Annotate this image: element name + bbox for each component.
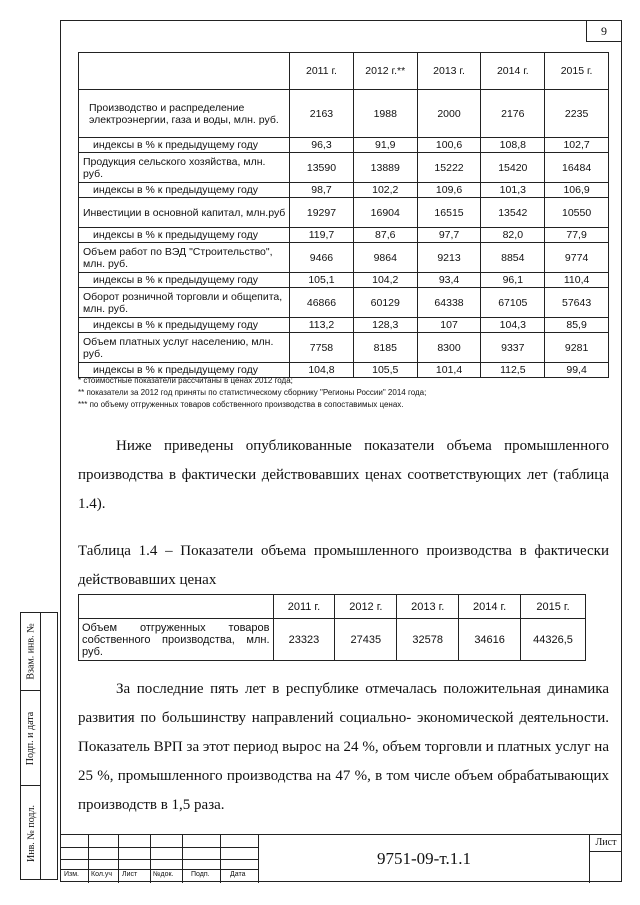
table-row: [79, 183, 609, 198]
table-cell: 91,9: [353, 138, 417, 153]
revision-column-label: №док.: [153, 871, 174, 878]
table-cell: 82,0: [481, 228, 545, 243]
row-label: индексы в % к предыдущему году: [79, 228, 290, 243]
stamp-cell: [21, 613, 41, 691]
table-row: [79, 243, 609, 273]
table-cell: 2163: [290, 90, 354, 138]
body-paragraph: Ниже приведены опубликованные показатели объема промышленного производства в фактически действовавших ценах соответствующих лет (таблица 1.4).: [78, 438, 609, 512]
table-cell: 34616: [459, 619, 521, 661]
table-cell: 23323: [273, 619, 335, 661]
table-cell: 15420: [481, 153, 545, 183]
table-row: [79, 153, 609, 183]
table-cell: 13590: [290, 153, 354, 183]
table-caption: Таблица 1.4 – Показатели объема промышленного производства в фактически действовавших ценах: [78, 543, 609, 588]
header-cell: 2013 г.: [417, 53, 481, 90]
table-cell: 104,2: [353, 273, 417, 288]
table-cell: 9213: [417, 243, 481, 273]
table-cell: 46866: [290, 288, 354, 318]
table-row: [79, 90, 609, 138]
table-header-row: [79, 595, 586, 619]
header-cell: 2015 г.: [521, 595, 586, 619]
table-cell: 112,5: [481, 363, 545, 378]
row-label: Продукция сельского хозяйства, млн. руб.: [79, 153, 290, 183]
table-cell: 106,9: [545, 183, 609, 198]
table-cell: 93,4: [417, 273, 481, 288]
stamp-label: Инв. № подл.: [25, 805, 37, 862]
revision-grid: [60, 835, 258, 883]
row-label: индексы в % к предыдущему году: [79, 138, 290, 153]
header-cell: 2011 г.: [273, 595, 335, 619]
header-cell: 2013 г.: [397, 595, 459, 619]
table-row: [79, 333, 609, 363]
document-code: 9751-09-т.1.1: [258, 835, 590, 883]
table-cell: 109,6: [417, 183, 481, 198]
table-cell: 27435: [335, 619, 397, 661]
footnote: ** показатели за 2012 год приняты по статистическому сборнику "Регионы России" 2014 года;: [78, 388, 427, 397]
table-cell: 105,1: [290, 273, 354, 288]
table-cell: 16515: [417, 198, 481, 228]
economic-indicators-table: [78, 52, 609, 378]
row-label: индексы в % к предыдущему году: [79, 363, 290, 378]
table-cell: 1988: [353, 90, 417, 138]
table-cell: 102,7: [545, 138, 609, 153]
table-cell: 16904: [353, 198, 417, 228]
table-cell: 8300: [417, 333, 481, 363]
stamp-label: Подп. и дата: [25, 711, 37, 765]
table-cell: 96,3: [290, 138, 354, 153]
header-cell: [79, 595, 274, 619]
row-label: Производство и распределение электроэнергии, газа и воды, млн. руб.: [79, 90, 290, 138]
table-row: [79, 273, 609, 288]
table-cell: 8185: [353, 333, 417, 363]
table-cell: 119,7: [290, 228, 354, 243]
table-cell: 7758: [290, 333, 354, 363]
table-header-row: [79, 53, 609, 90]
table-row: [79, 288, 609, 318]
table-row: [79, 138, 609, 153]
table-cell: 15222: [417, 153, 481, 183]
table-cell: 85,9: [545, 318, 609, 333]
table-cell: 113,2: [290, 318, 354, 333]
stamp-cell: [21, 691, 41, 786]
row-label: индексы в % к предыдущему году: [79, 273, 290, 288]
table-cell: 2235: [545, 90, 609, 138]
table-cell: 67105: [481, 288, 545, 318]
table-row: [79, 198, 609, 228]
table-cell: 104,3: [481, 318, 545, 333]
table-cell: 104,8: [290, 363, 354, 378]
header-cell: [79, 53, 290, 90]
table-cell: 97,7: [417, 228, 481, 243]
title-block: [60, 834, 622, 882]
header-cell: 2015 г.: [545, 53, 609, 90]
revision-column-label: Изм.: [64, 871, 79, 878]
table-row: [79, 619, 586, 661]
table-row: [79, 228, 609, 243]
table-cell: 107: [417, 318, 481, 333]
table-cell: 9466: [290, 243, 354, 273]
table-cell: 87,6: [353, 228, 417, 243]
table-cell: 57643: [545, 288, 609, 318]
table-cell: 32578: [397, 619, 459, 661]
margin-stamp: [20, 612, 58, 880]
table-cell: 9281: [545, 333, 609, 363]
row-label: Объем платных услуг населению, млн. руб.: [79, 333, 290, 363]
header-cell: 2014 г.: [459, 595, 521, 619]
row-label: Объем работ по ВЭД "Строительство", млн. руб.: [79, 243, 290, 273]
table-cell: 16484: [545, 153, 609, 183]
table-cell: 8854: [481, 243, 545, 273]
revision-column-label: Лист: [122, 871, 138, 878]
sheet-box: [590, 835, 622, 883]
header-cell: 2011 г.: [290, 53, 354, 90]
table-cell: 13542: [481, 198, 545, 228]
table-cell: 108,8: [481, 138, 545, 153]
row-label: Объем отгруженных товаров собственного производства, млн. руб.: [79, 619, 274, 661]
table-cell: 110,4: [545, 273, 609, 288]
table-cell: 13889: [353, 153, 417, 183]
table-cell: 9774: [545, 243, 609, 273]
stamp-cell: [21, 786, 41, 881]
table-footnotes: [78, 375, 618, 411]
table-cell: 19297: [290, 198, 354, 228]
table-cell: 2000: [417, 90, 481, 138]
table-cell: 101,3: [481, 183, 545, 198]
page-number: 9: [586, 21, 621, 42]
header-cell: 2012 г.: [335, 595, 397, 619]
table-row: [79, 318, 609, 333]
table-cell: 105,5: [353, 363, 417, 378]
revision-column-label: Кол.уч: [91, 871, 112, 878]
revision-column-label: Дата: [230, 871, 246, 878]
table-cell: 99,4: [545, 363, 609, 378]
table-cell: 77,9: [545, 228, 609, 243]
footnote: *** по объему отгруженных товаров собственного производства в сопоставимых ценах.: [78, 400, 404, 409]
table-cell: 9337: [481, 333, 545, 363]
body-paragraph: За последние пять лет в республике отмечалась положительная динамика развития по большинству направлений социально- экономической деятельности. Показатель ВРП за этот период вырос на 24 %, объем торговли и платных услуг на 25 %, промышленного производства на 47 %, в том числе объем обрабатывающих производств в 1,5 раза.: [78, 681, 609, 813]
table-cell: 2176: [481, 90, 545, 138]
row-label: Оборот розничной торговли и общепита, млн. руб.: [79, 288, 290, 318]
header-cell: 2012 г.**: [353, 53, 417, 90]
row-label: индексы в % к предыдущему году: [79, 318, 290, 333]
header-cell: 2014 г.: [481, 53, 545, 90]
table-cell: 98,7: [290, 183, 354, 198]
footnote: * стоимостные показатели рассчитаны в ценах 2012 года;: [78, 376, 293, 385]
revision-column-label: Подп.: [191, 871, 210, 878]
table-cell: 10550: [545, 198, 609, 228]
table-cell: 44326,5: [521, 619, 586, 661]
table-cell: 9864: [353, 243, 417, 273]
stamp-label: Взам. инв. №: [25, 623, 37, 680]
table-cell: 101,4: [417, 363, 481, 378]
table-cell: 128,3: [353, 318, 417, 333]
table-cell: 100,6: [417, 138, 481, 153]
row-label: Инвестиции в основной капитал, млн.руб: [79, 198, 290, 228]
table-cell: 64338: [417, 288, 481, 318]
industrial-production-table: [78, 594, 586, 661]
row-label: индексы в % к предыдущему году: [79, 183, 290, 198]
table-cell: 102,2: [353, 183, 417, 198]
sheet-label: Лист: [590, 837, 622, 852]
table-cell: 60129: [353, 288, 417, 318]
table-cell: 96,1: [481, 273, 545, 288]
